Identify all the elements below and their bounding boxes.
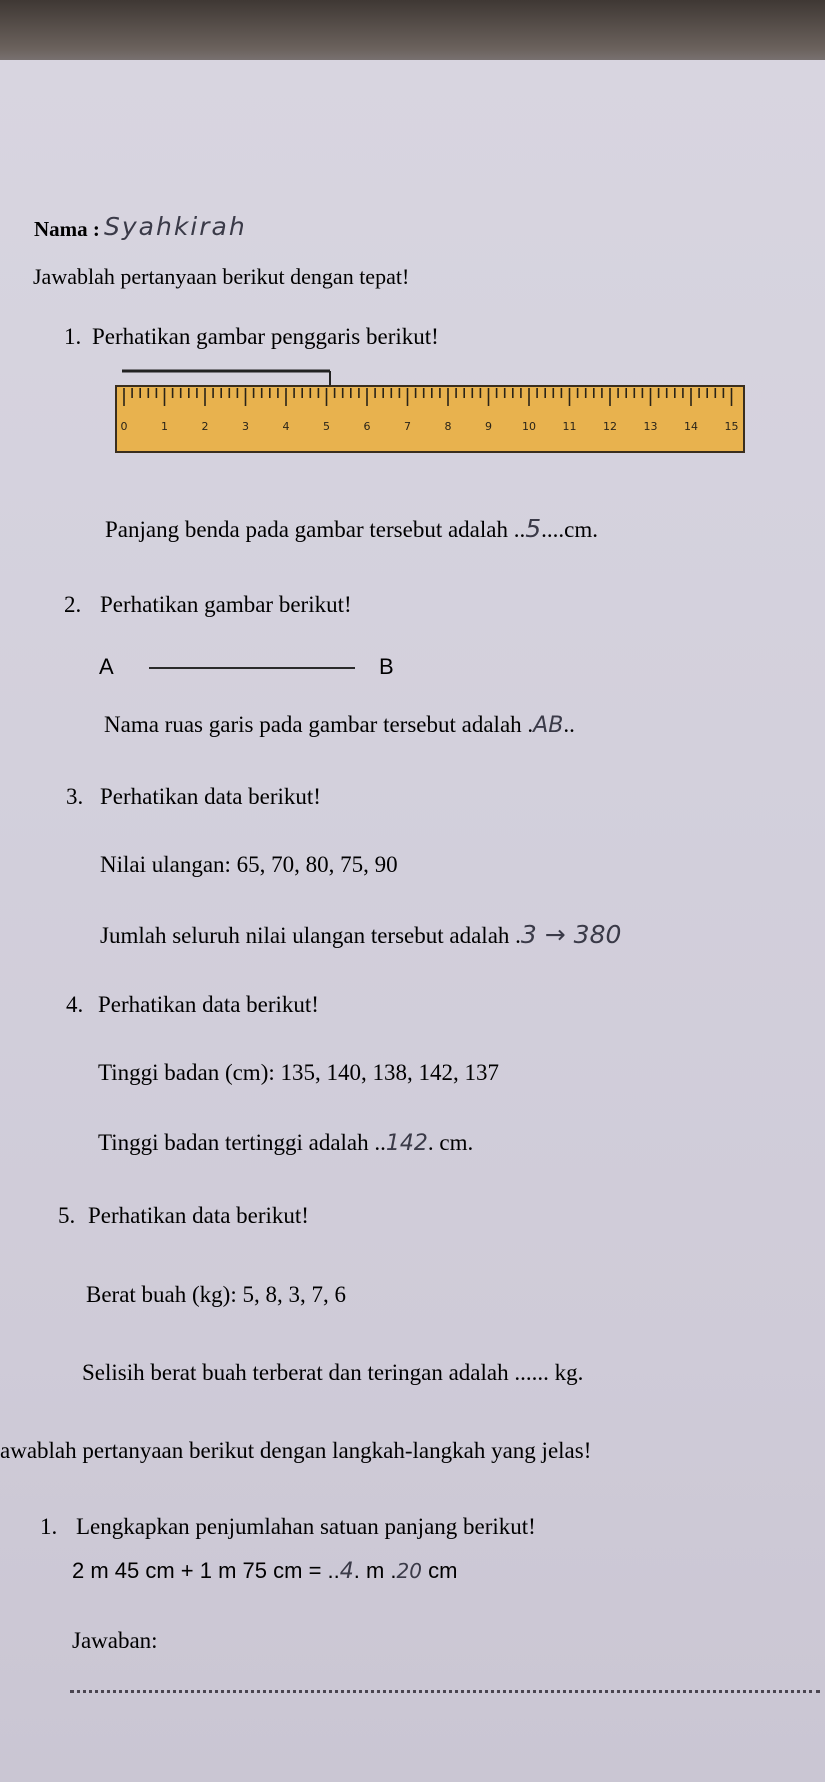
- ruler-figure: [112, 310, 752, 465]
- ruler-number: 14: [684, 420, 698, 433]
- q1-question-end: ....cm.: [541, 517, 598, 542]
- ruler-number: 13: [643, 420, 658, 433]
- point-a-label: A: [99, 654, 114, 679]
- s2-q1-number: 1.: [40, 1514, 58, 1539]
- instruction: Jawablah pertanyaan berikut dengan tepat!: [33, 264, 410, 289]
- ruler-number: 15: [724, 420, 739, 433]
- name-value: Syahkirah: [104, 212, 247, 241]
- q3-number: 3.: [66, 784, 84, 809]
- ruler-number: 8: [444, 420, 452, 433]
- q2-prompt: Perhatikan gambar berikut!: [100, 592, 352, 617]
- ruler-number: 11: [562, 420, 577, 433]
- q5-number: 5.: [58, 1203, 76, 1228]
- ruler-number: 1: [161, 420, 168, 433]
- ruler-number: 6: [363, 420, 371, 433]
- q4-data: Tinggi badan (cm): 135, 140, 138, 142, 137: [98, 1060, 499, 1085]
- q4-question: Tinggi badan tertinggi adalah ..: [98, 1130, 386, 1155]
- ruler-illustration: [112, 310, 752, 460]
- s2-q1-unit: cm: [422, 1558, 458, 1583]
- q3-data: Nilai ulangan: 65, 70, 80, 75, 90: [100, 852, 398, 877]
- ruler-number: 4: [282, 420, 290, 433]
- q4-answer: 142: [385, 1131, 428, 1156]
- ruler-number: 5: [323, 420, 330, 433]
- q2-question: Nama ruas garis pada gambar tersebut adalah .: [104, 712, 534, 737]
- q1-answer: 5: [525, 514, 542, 543]
- q5-question: Selisih berat buah terberat dan teringan adalah ...... kg.: [82, 1360, 584, 1385]
- q4-prompt: Perhatikan data berikut!: [98, 992, 319, 1017]
- q4-question-end: . cm.: [427, 1130, 474, 1155]
- q4-number: 4.: [66, 992, 84, 1017]
- ruler-number: 7: [404, 420, 411, 433]
- ruler-number: 12: [603, 420, 617, 433]
- ruler-number: 9: [485, 420, 492, 433]
- answer-line: [70, 1690, 820, 1693]
- name-label: Nama :: [34, 217, 100, 241]
- ruler-number: 10: [522, 420, 536, 433]
- q5-prompt: Perhatikan data berikut!: [88, 1203, 309, 1228]
- q2-question-end: ..: [563, 712, 575, 737]
- q3-prompt: Perhatikan data berikut!: [100, 784, 321, 809]
- q3-answer: 3 → 380: [520, 920, 622, 949]
- answer-label: Jawaban:: [72, 1628, 158, 1653]
- section2-instruction: awablah pertanyaan berikut dengan langkah-langkah yang jelas!: [0, 1438, 592, 1463]
- q1-number: 1.: [64, 324, 82, 349]
- q5-data: Berat buah (kg): 5, 8, 3, 7, 6: [86, 1282, 346, 1307]
- q3-question: Jumlah seluruh nilai ulangan tersebut adalah .: [100, 923, 521, 948]
- ruler-number: 0: [120, 420, 128, 433]
- q2-number: 2.: [64, 592, 82, 617]
- ruler-number: 3: [242, 420, 249, 433]
- q1-prompt: Perhatikan gambar penggaris berikut!: [92, 324, 439, 349]
- s2-q1-prompt: Lengkapkan penjumlahan satuan panjang berikut!: [76, 1514, 536, 1539]
- q1-question: Panjang benda pada gambar tersebut adalah ..: [105, 517, 526, 542]
- q2-answer: AB: [533, 713, 564, 738]
- point-b-label: B: [379, 654, 394, 679]
- s2-q1-mid: . m .: [353, 1558, 397, 1583]
- s2-q1-answer-cm: 20: [396, 1559, 422, 1583]
- line-segment-ab: [149, 667, 355, 669]
- s2-q1-equation: 2 m 45 cm + 1 m 75 cm = ..: [72, 1558, 340, 1583]
- ruler-number: 2: [201, 420, 209, 433]
- s2-q1-answer-m: 4: [339, 1559, 354, 1584]
